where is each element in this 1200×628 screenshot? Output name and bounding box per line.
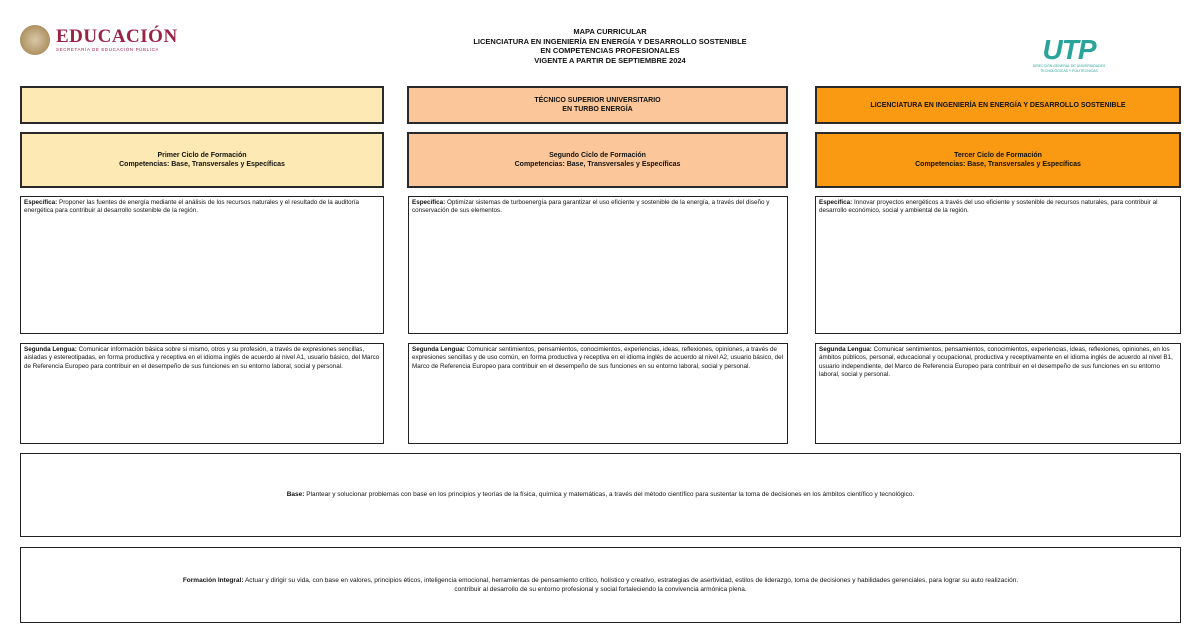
column-1-cycle-box: [20, 132, 384, 188]
lengua-label: Segunda Lengua:: [24, 346, 77, 353]
title-line: LICENCIATURA EN INGENIERÍA EN ENERGÍA Y DESARROLLO SOSTENIBLE: [473, 36, 747, 46]
lengua-text: Comunicar sentimientos, pensamientos, conocimientos, experiencias, ideas, reflexiones, opiniones, a través de expresiones sencillas y de uso común, en forma productiva y receptiva en el idioma inglés de acuerdo al nivel A2, usuario básico, del Marco de Referencia Europeo para contribuir en el desempeño de sus funciones en su entorno laboral, social y personal.: [412, 346, 784, 370]
utp-subtitle-2: TECNOLÓGICAS Y POLITÉCNICAS: [1040, 68, 1098, 73]
column-2-title-line-2: EN TURBO ENERGÍA: [562, 106, 633, 113]
logo-title: EDUCACIÓN: [56, 26, 178, 47]
cycle-competencies: Competencias: Base, Transversales y Específicas: [119, 161, 285, 168]
lengua-label: Segunda Lengua:: [819, 346, 872, 353]
cycle-competencies: Competencias: Base, Transversales y Específicas: [915, 161, 1081, 168]
especifica-text: Innovar proyectos energéticos a través del uso eficiente y sostenible de recursos naturales, para contribuir al desarrollo económico, social y ambiental de la región.: [819, 199, 1158, 215]
column-2-cycle-box: [407, 132, 788, 188]
column-2-especifica-panel: [408, 196, 788, 334]
base-label: Base:: [286, 491, 305, 499]
utp-mark: UTP: [1042, 34, 1096, 65]
title-line: MAPA CURRICULAR: [573, 27, 647, 36]
formacion-label: Formación Integral:: [182, 576, 244, 584]
cycle-title: Primer Ciclo de Formación: [157, 152, 247, 159]
column-1-especifica-panel: [20, 196, 384, 334]
column-2-title-box: [407, 86, 788, 124]
utp-subtitle-1: DIRECCIÓN GENERAL DE UNIVERSIDADES: [1032, 64, 1106, 68]
lengua-text: Comunicar información básica sobre sí mismo, otros y su profesión, a través de expresiones sencillas, aisladas y estereotipadas, en forma productiva y receptiva en el idioma inglés de acuerdo al nivel A1, usuario básico, del Marco de Referencia Europeo para contribuir en el desempeño de sus funciones en su entorno laboral, social y personal.: [24, 346, 380, 370]
logo-subtitle: SECRETARÍA DE EDUCACIÓN PÚBLICA: [56, 47, 160, 52]
column-3-title-box: [815, 86, 1181, 124]
base-text: Plantear y solucionar problemas con base en los principios y teorías de la física, química y matemáticas, a través del método científico para sustentar la toma de decisiones en los ámbitos científico y tecnológico.: [304, 491, 915, 499]
especifica-label: Específica:: [24, 199, 58, 206]
lengua-label: Segunda Lengua:: [412, 346, 465, 353]
coat-of-arms-icon: [20, 25, 50, 55]
lengua-text: Comunicar sentimientos, pensamientos, conocimientos, experiencias, ideas, reflexiones, opiniones, en los ámbitos públicos, personal, educacional y ocupacional, productiva y receptivamente en el idioma inglés de acuerdo al nivel B1, usuario independiente, del Marco de Referencia Europeo para contribuir en el desempeño de sus funciones en su entorno laboral, social y personal.: [819, 346, 1173, 378]
column-1-title-box: [20, 86, 384, 124]
cycle-title: Tercer Ciclo de Formación: [954, 152, 1042, 159]
sep-logo: [20, 22, 180, 58]
cycle-title: Segundo Ciclo de Formación: [549, 152, 646, 159]
especifica-label: Específica:: [819, 199, 853, 206]
especifica-text: Optimizar sistemas de turboenergía para garantizar el uso eficiente y sostenible de la energía, a través del diseño y conservación de sus elementos.: [412, 199, 770, 215]
column-2-title-line-1: TÉCNICO SUPERIOR UNIVERSITARIO: [534, 97, 661, 104]
title-line: VIGENTE A PARTIR DE SEPTIEMBRE 2024: [534, 55, 686, 65]
column-3-especifica-panel: [815, 196, 1181, 334]
utp-logo: [1026, 36, 1112, 76]
especifica-label: Específica:: [412, 199, 446, 206]
column-1-lengua-panel: [20, 343, 384, 444]
column-3-cycle-box: [815, 132, 1181, 188]
cycle-competencies: Competencias: Base, Transversales y Específicas: [514, 161, 681, 168]
formacion-integral-panel: [20, 547, 1181, 623]
document-title: [400, 27, 820, 65]
column-3-title-line-1: LICENCIATURA EN INGENIERÍA EN ENERGÍA Y DESARROLLO SOSTENIBLE: [870, 101, 1126, 109]
especifica-text: Proponer las fuentes de energía mediante el análisis de los recursos naturales y el resultado de la auditoría energética para contribuir al desarrollo sostenible de la región.: [24, 199, 359, 215]
column-3-lengua-panel: [815, 343, 1181, 444]
column-2-lengua-panel: [408, 343, 788, 444]
base-panel: [20, 453, 1181, 537]
formacion-text: Actuar y dirigir su vida, con base en valores, principios éticos, inteligencia emocional, herramientas de pensamiento crítico, holístico y creativo, estrategias de asertividad, estilos de liderazgo, toma de decisiones y habilidades gerenciales, para lograr su auto realización. contribuir al desarrollo de su entorno profesional y social fortaleciendo la convivencia armónica plena.: [243, 576, 1019, 593]
title-line: EN COMPETENCIAS PROFESIONALES: [540, 46, 680, 55]
